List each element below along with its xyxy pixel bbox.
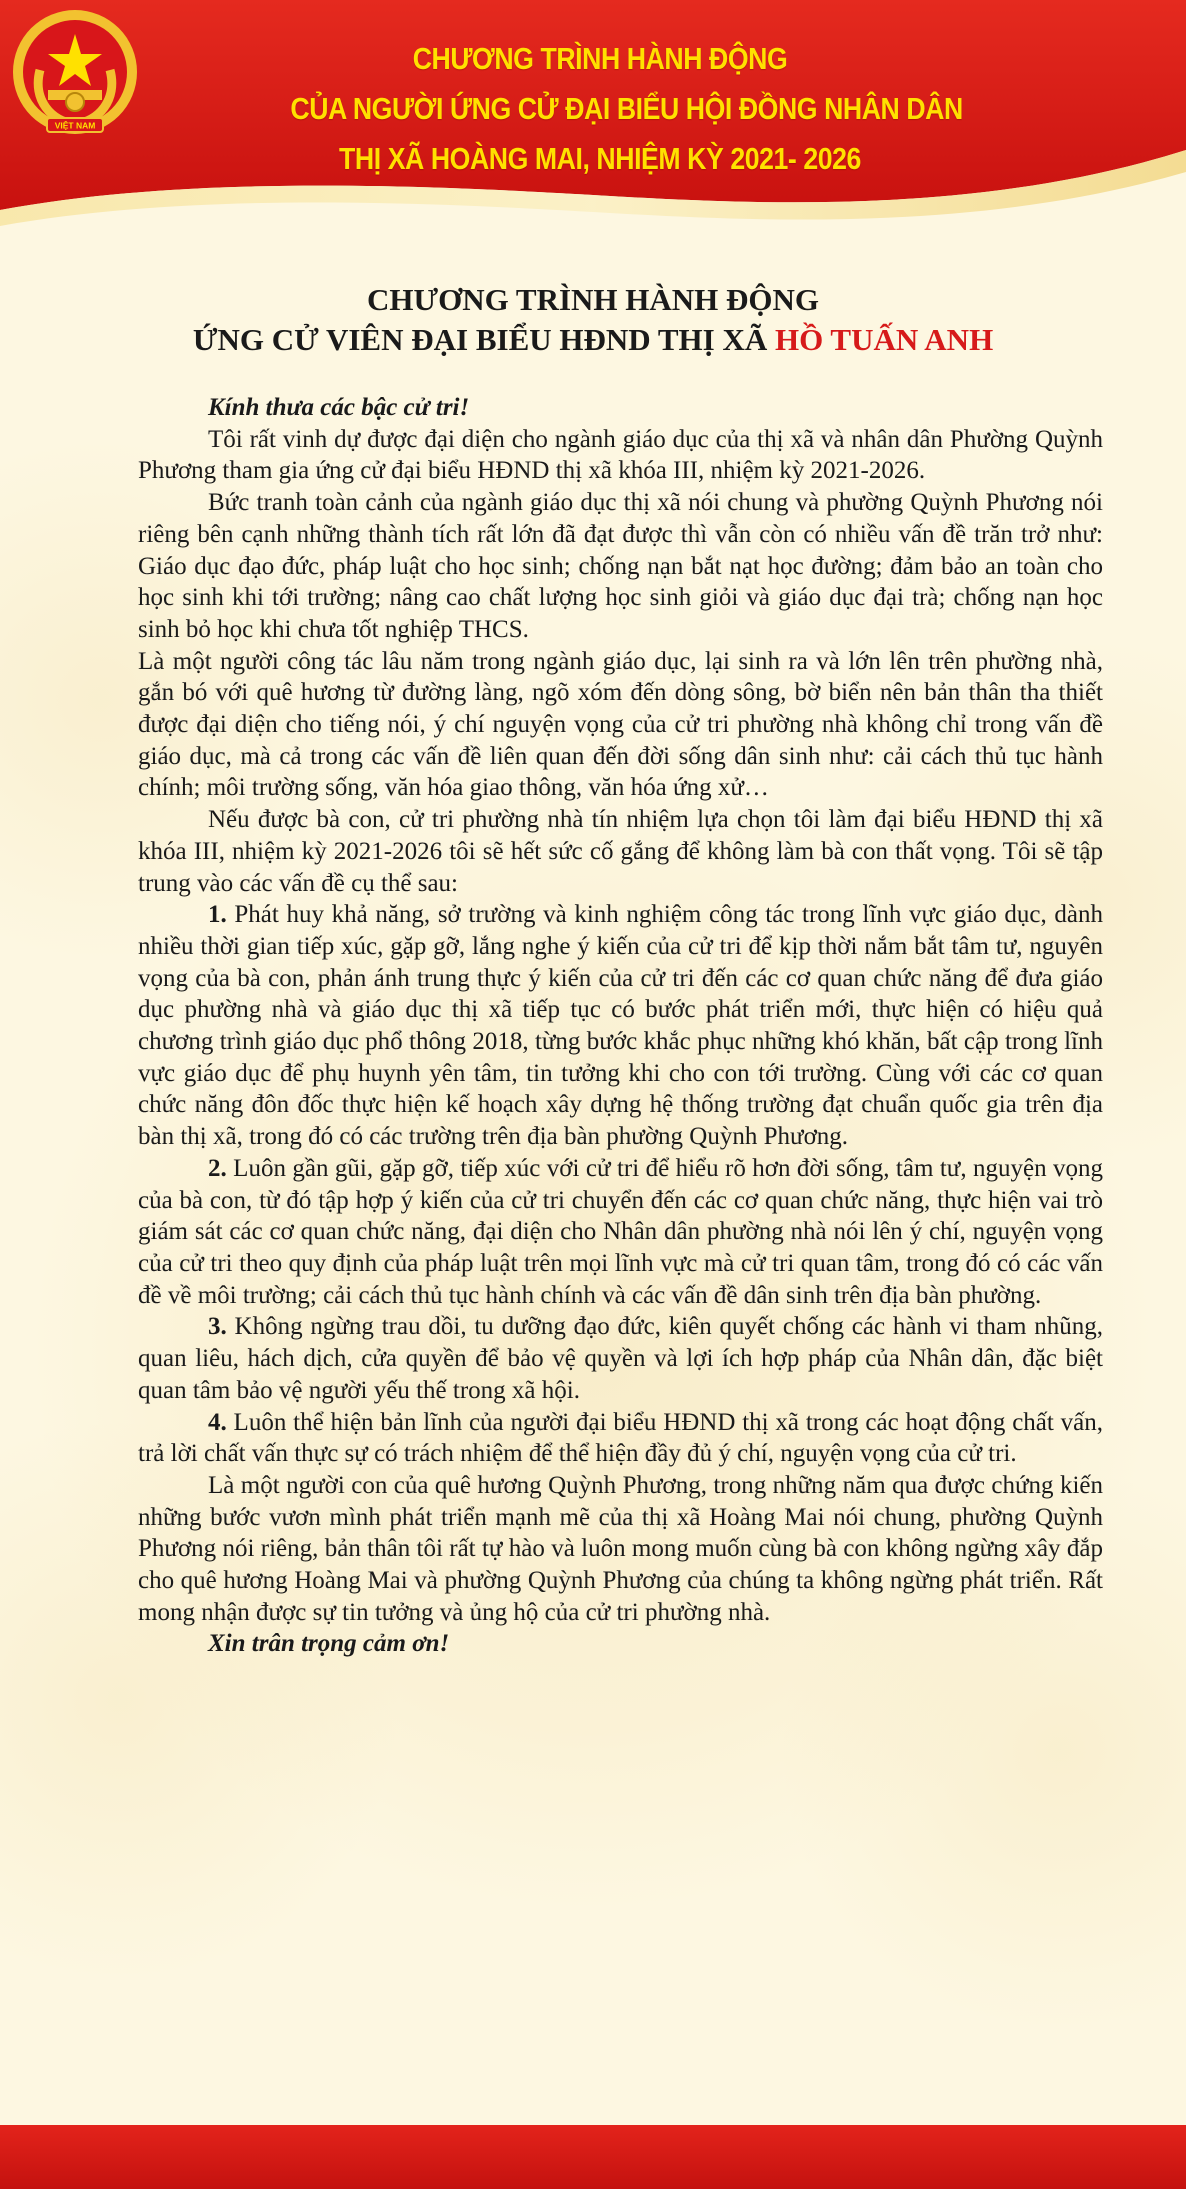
header-title-line-1: CHƯƠNG TRÌNH HÀNH ĐỘNG <box>412 41 788 76</box>
paragraph-commitment: Nếu được bà con, cử tri phường nhà tín nhiệm lựa chọn tôi làm đại biểu HĐND thị xã khóa III, nhiệm kỳ 2021-2026 tôi sẽ hết sức cố gắng để không làm bà con thất vọng. Tôi sẽ tập trung vào các vấn đề cụ thể sau: <box>138 806 1103 897</box>
paragraph-background: Là một người công tác lâu năm trong ngành giáo dục, lại sinh ra và lớn lên trên phường nhà, gắn bó với quê hương từ đường làng, ngõ xóm đến dòng sông, bờ biển nên bản thân tha thiết được đại diện cho tiếng nói, ý chí nguyện vọng của cử tri phường nhà không chỉ trong vấn đề giáo dục, mà cả trong các vấn đề liên quan đến đời sống dân sinh như: cải cách thủ tục hành chính; môi trường sống, văn hóa giao thông, văn hóa ứng xử… <box>138 647 1103 802</box>
document-title-line-1: CHƯƠNG TRÌNH HÀNH ĐỘNG <box>366 282 820 317</box>
item-number: 3. <box>208 1313 227 1341</box>
emblem-ribbon-text: VIỆT NAM <box>54 120 96 131</box>
item-number: 4. <box>208 1408 227 1436</box>
header-title-line-2: CỦA NGƯỜI ỨNG CỬ ĐẠI BIỂU HỘI ĐỒNG NHÂN DÂN <box>290 91 963 126</box>
candidate-name: HỒ TUẤN ANH <box>775 322 994 357</box>
header-title-line-3: THỊ XÃ HOÀNG MAI, NHIỆM KỲ 2021- 2026 <box>339 141 861 176</box>
footer-bar <box>0 2125 1186 2189</box>
list-item <box>138 1311 1103 1406</box>
list-item <box>138 1153 1103 1312</box>
paragraph-final: Là một người con của quê hương Quỳnh Phương, trong những năm qua được chứng kiến những bước vươn mình phát triển mạnh mẽ của thị xã Hoàng Mai nói chung, phường Quỳnh Phương nói riêng, bản thân tôi rất tự hào và luôn mong muốn cùng bà con không ngừng xây đắp cho quê hương Hoàng Mai và phường Quỳnh Phương của chúng ta không ngừng phát triển. Rất mong nhận được sự tin tưởng và ủng hộ của cử tri phường nhà. <box>138 1471 1103 1626</box>
paragraph-intro: Tôi rất vinh dự được đại diện cho ngành giáo dục của thị xã và nhân dân Phường Quỳnh Phương tham gia ứng cử đại biểu HĐND thị xã khóa III, nhiệm kỳ 2021-2026. <box>138 425 1103 485</box>
paragraph-overview: Bức tranh toàn cảnh của ngành giáo dục thị xã nói chung và phường Quỳnh Phương nói riêng bên cạnh những thành tích rất lớn đã đạt được thì vẫn còn có nhiều vấn đề trăn trở như: Giáo dục đạo đức, pháp luật cho học sinh; chống nạn bắt nạt học đường; đảm bảo an toàn cho học sinh khi tới trường; nâng cao chất lượng học sinh giỏi và giáo dục đại trà; chống nạn học sinh bỏ học khi chưa tốt nghiệp THCS. <box>138 489 1103 643</box>
list-item <box>138 1407 1103 1470</box>
national-emblem-icon <box>0 0 150 150</box>
item-number: 1. <box>208 901 227 929</box>
item-text: Luôn gần gũi, gặp gỡ, tiếp xúc với cử tri để hiểu rõ hơn đời sống, tâm tư, nguyện vọng của bà con, từ đó tập hợp ý kiến của cử tri chuyển đến các cơ quan chức năng, thực hiện vai trò giám sát các cơ quan chức năng, đại diện cho Nhân dân phường nhà nói lên ý chí, nguyện vọng của cử tri theo quy định của pháp luật trên mọi lĩnh vực mà cử tri quan tâm, trong đó có các vấn đề về môi trường; cải cách thủ tục hành chính và các vấn đề dân sinh trên địa bàn phường. <box>138 1154 1103 1309</box>
document-title <box>0 280 1186 360</box>
header-titles <box>290 34 963 184</box>
item-number: 2. <box>208 1154 227 1182</box>
closing: Xin trân trọng cảm ơn! <box>208 1630 450 1658</box>
item-text: Luôn thể hiện bản lĩnh của người đại biểu HĐND thị xã trong các hoạt động chất vấn, trả lời chất vấn thực sự có trách nhiệm để thể hiện đầy đủ ý chí, nguyện vọng của cử tri. <box>138 1408 1103 1468</box>
document-body <box>138 392 1103 1660</box>
greeting: Kính thưa các bậc cử tri! <box>208 394 470 421</box>
document-title-line-2 <box>0 320 1186 360</box>
list-item <box>138 899 1103 1153</box>
header-banner <box>0 0 1186 230</box>
item-text: Không ngừng trau dồi, tu dưỡng đạo đức, kiên quyết chống các hành vi tham nhũng, quan liêu, hách dịch, cửa quyền để bảo vệ quyền và lợi ích hợp pháp của Nhân dân, đặc biệt quan tâm bảo vệ người yếu thế trong xã hội. <box>138 1313 1103 1404</box>
item-text: Phát huy khả năng, sở trường và kinh nghiệm công tác trong lĩnh vực giáo dục, dành nhiều thời gian tiếp xúc, gặp gỡ, lắng nghe ý kiến của cử tri để kịp thời nắm bắt tâm tư, nguyên vọng của bà con, phản ánh trung thực ý kiến của cử tri đến các cơ quan chức năng để đưa giáo dục phường nhà và giáo dục thị xã tiếp tục có bước phát triển mới, thực hiện có hiệu quả chương trình giáo dục phổ thông 2018, từng bước khắc phục những khó khăn, bất cập trong lĩnh vực giáo dục để phụ huynh yên tâm, tin tưởng khi cho con tới trường. Cùng với các cơ quan chức năng đôn đốc thực hiện kế hoạch xây dựng hệ thống trường đạt chuẩn quốc gia trên địa bàn thị xã, trong đó có các trường trên địa bàn phường Quỳnh Phương. <box>138 901 1103 1151</box>
document-title-prefix: ỨNG CỬ VIÊN ĐẠI BIỂU HĐND THỊ XÃ <box>192 322 775 357</box>
